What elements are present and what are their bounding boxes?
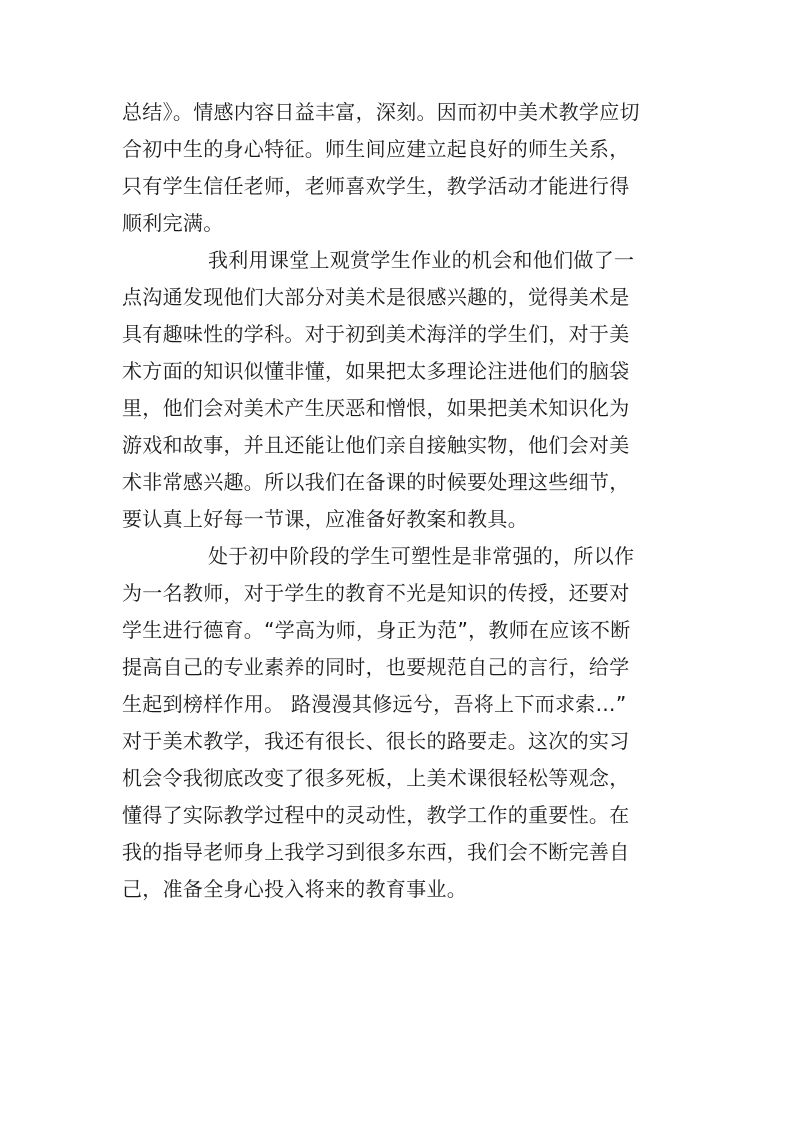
- text-line: 学生进行德育。“学高为师，身正为范”，教师在应该不断: [122, 618, 631, 642]
- paragraph-1: [122, 94, 682, 242]
- text-line: 为一名教师，对于学生的教育不光是知识的传授，还要对: [122, 581, 630, 605]
- paragraph-3: [122, 538, 682, 908]
- text-line: 我利用课堂上观赏学生作业的机会和他们做了一: [208, 248, 635, 272]
- text-line: 要认真上好每一节课，应准备好教案和教具。: [122, 507, 528, 531]
- text-line: 术非常感兴趣。所以我们在备课的时候要处理这些细节，: [122, 470, 630, 494]
- text-line: 点沟通发现他们大部分对美术是很感兴趣的，觉得美术是: [122, 285, 630, 309]
- text-line: 懂得了实际教学过程中的灵动性，教学工作的重要性。在: [122, 803, 630, 827]
- document-body: [122, 94, 682, 908]
- text-line: 提高自己的专业素养的同时，也要规范自己的言行，给学: [122, 655, 630, 679]
- text-line: 具有趣味性的学科。对于初到美术海洋的学生们，对于美: [122, 322, 630, 346]
- text-line: 游戏和故事，并且还能让他们亲自接触实物，他们会对美: [122, 433, 630, 457]
- text-line: 生起到榜样作用。 路漫漫其修远兮，吾将上下而求索…”: [122, 692, 627, 716]
- text-line: 己，准备全身心投入将来的教育事业。: [122, 877, 468, 901]
- text-line: 只有学生信任老师，老师喜欢学生，教学活动才能进行得: [122, 174, 630, 198]
- text-line: 顺利完满。: [122, 211, 224, 235]
- text-line: 总结》。情感内容日益丰富，深刻。因而初中美术教学应切: [122, 100, 640, 124]
- text-line: 机会令我彻底改变了很多死板，上美术课很轻松等观念，: [122, 766, 630, 790]
- text-line: 术方面的知识似懂非懂，如果把太多理论注进他们的脑袋: [122, 359, 630, 383]
- text-line: 处于初中阶段的学生可塑性是非常强的，所以作: [208, 544, 635, 568]
- text-line: 里，他们会对美术产生厌恶和憎恨，如果把美术知识化为: [122, 396, 630, 420]
- text-line: 合初中生的身心特征。师生间应建立起良好的师生关系，: [122, 137, 630, 161]
- text-line: 对于美术教学，我还有很长、很长的路要走。这次的实习: [122, 729, 630, 753]
- paragraph-2: [122, 242, 682, 538]
- text-line: 我的指导老师身上我学习到很多东西，我们会不断完善自: [122, 840, 630, 864]
